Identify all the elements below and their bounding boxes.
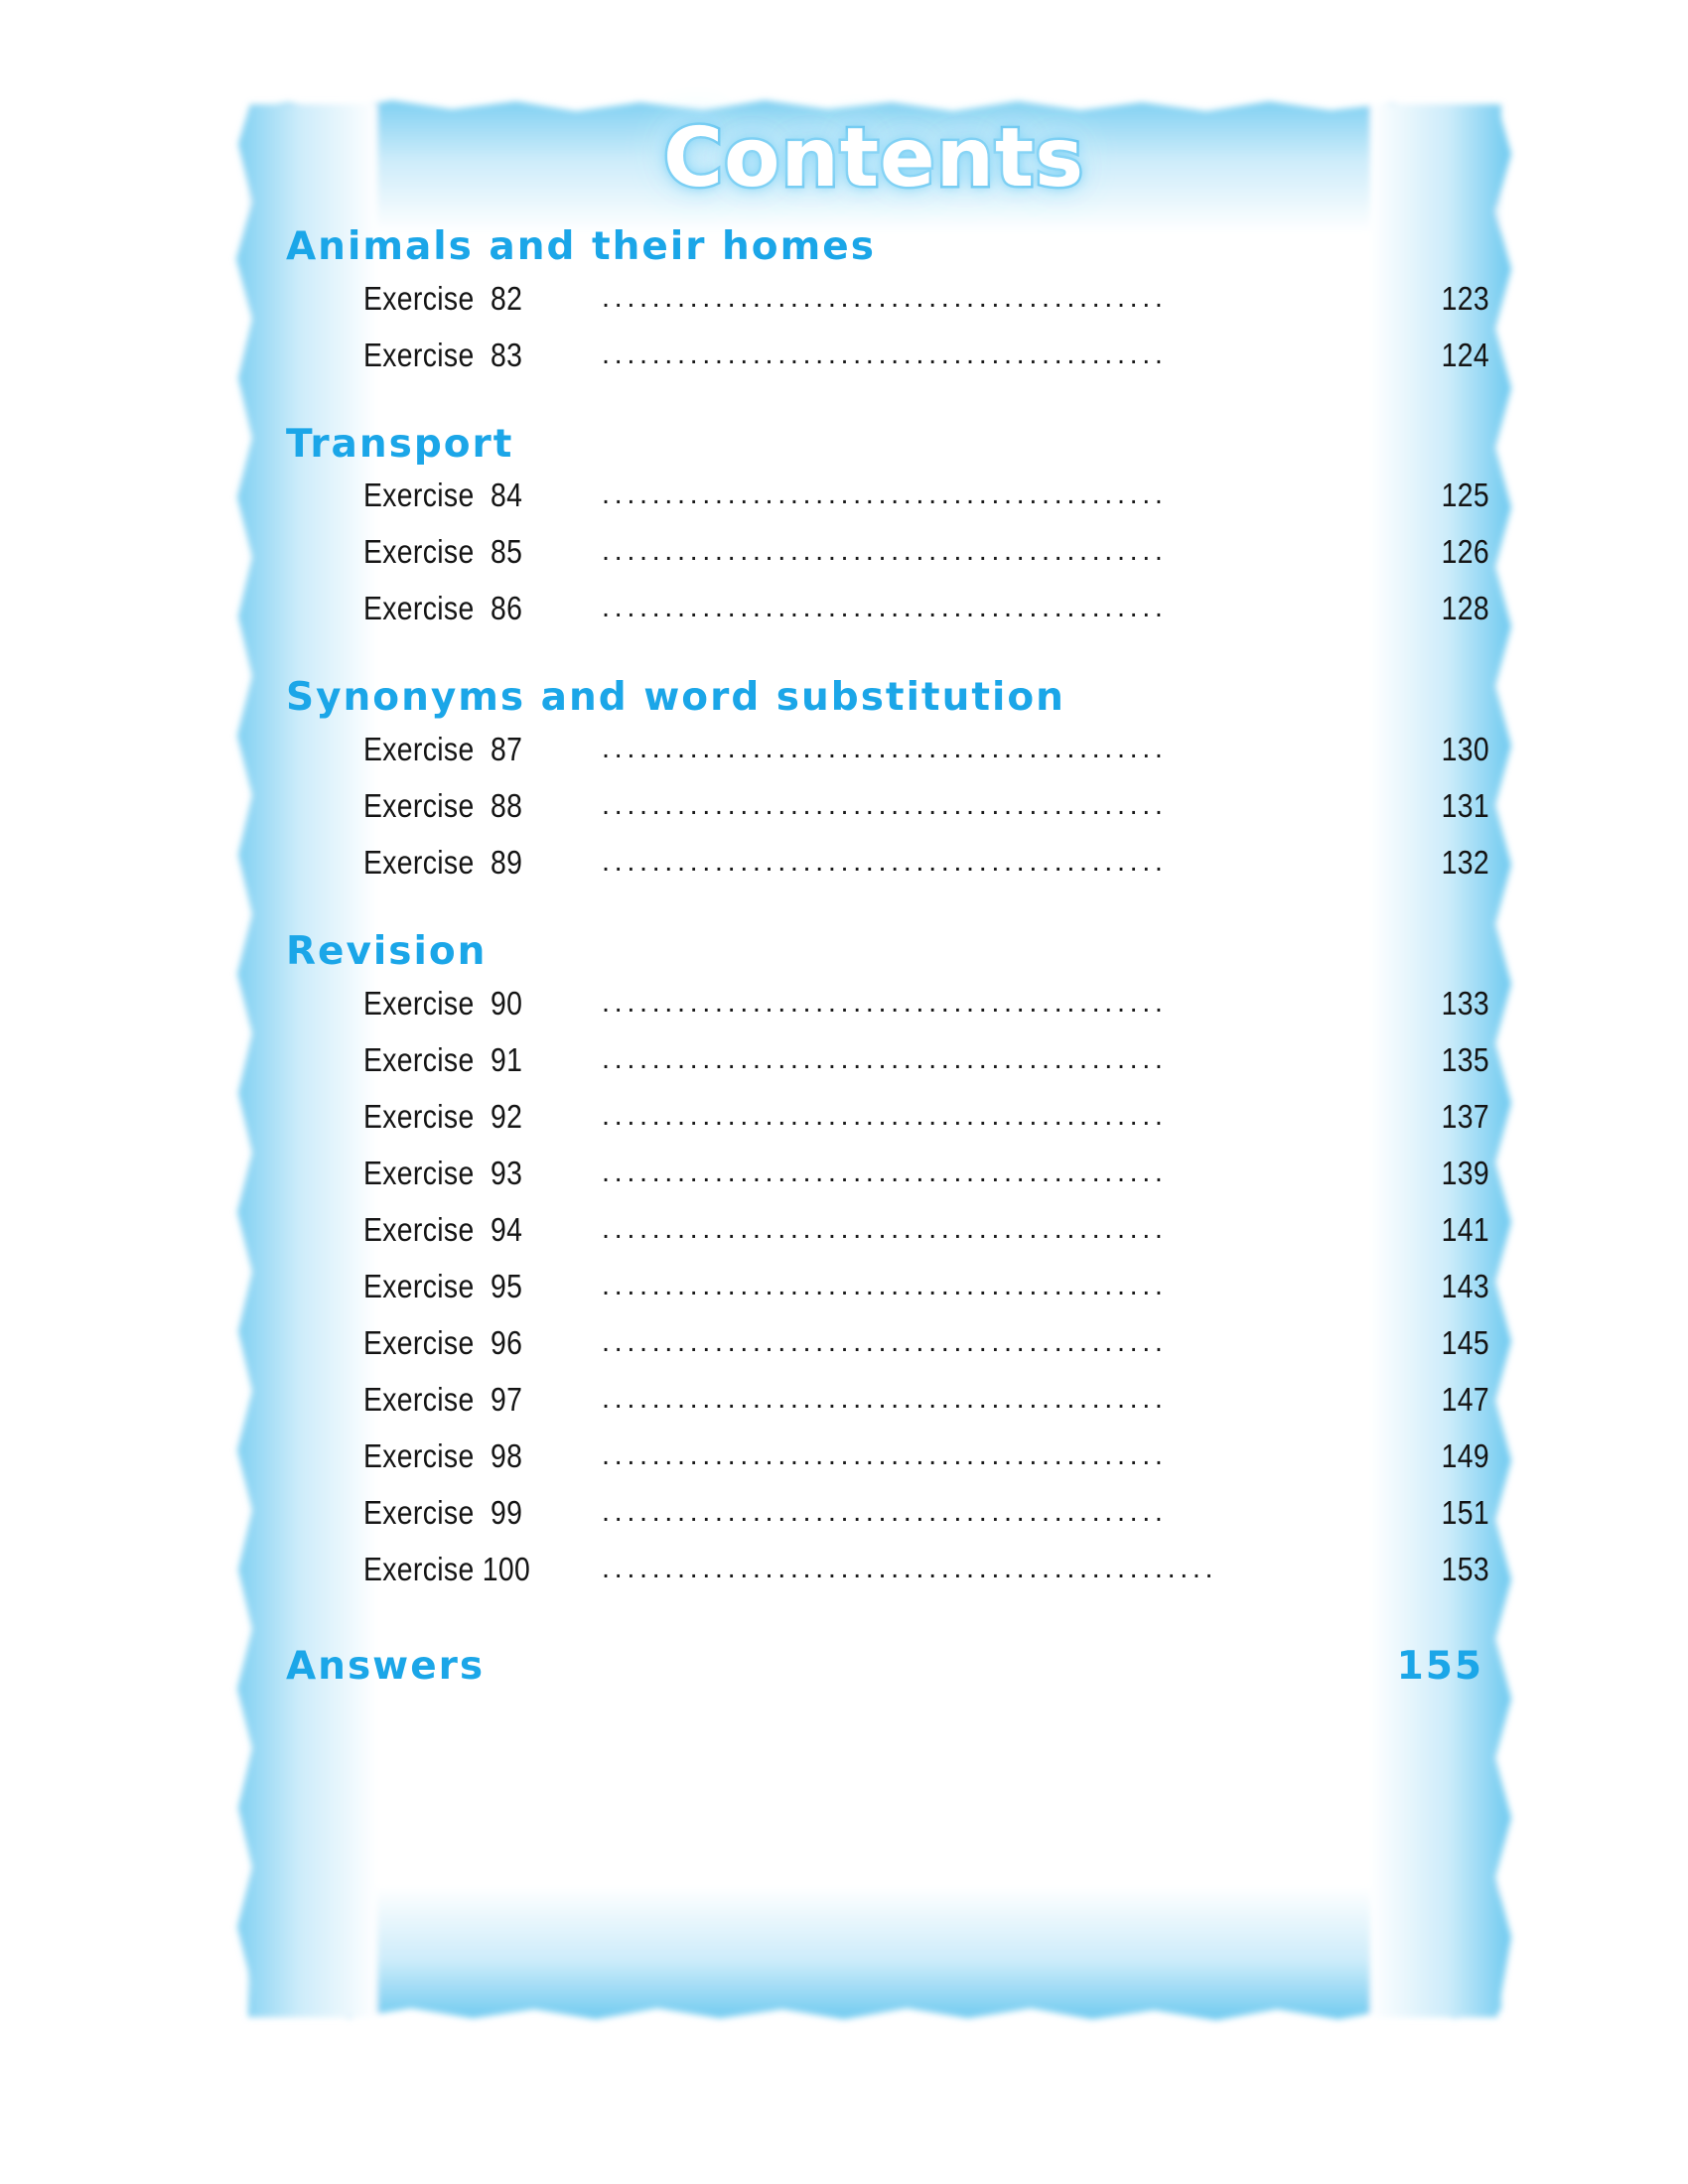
toc-entry-page-number: 128	[1441, 590, 1489, 627]
toc-entry-leader-dots: .............................................	[602, 1212, 1168, 1245]
toc-entry-leader-dots: .............................................	[602, 1156, 1168, 1188]
toc-entry[interactable]	[268, 533, 1489, 590]
section-heading: Transport	[286, 421, 514, 467]
toc-entry[interactable]	[268, 1041, 1489, 1098]
toc-entry-leader-dots: .............................................	[602, 281, 1168, 314]
toc-entry[interactable]	[268, 1494, 1489, 1551]
toc-entry[interactable]	[268, 1381, 1489, 1437]
toc-entry-label: Exercise 94	[363, 1210, 523, 1248]
toc-entry-list	[268, 731, 1489, 900]
toc-entry-leader-dots: .............................................	[602, 1099, 1168, 1132]
toc-entry-page-number: 139	[1441, 1154, 1489, 1191]
toc-entry[interactable]	[268, 1155, 1489, 1211]
toc-entry-page-number: 130	[1441, 730, 1489, 767]
toc-entry-leader-dots: .............................................	[602, 986, 1168, 1019]
toc-entry-leader-dots: .............................................	[602, 1325, 1168, 1358]
toc-entry-list	[268, 477, 1489, 646]
toc-entry-leader-dots: .............................................	[602, 845, 1168, 878]
toc-entry-page-number: 145	[1441, 1323, 1489, 1361]
toc-entry-leader-dots: .............................................	[602, 478, 1168, 511]
toc-entry[interactable]	[268, 1437, 1489, 1494]
toc-entry-page-number: 126	[1441, 533, 1489, 571]
toc-entry-label: Exercise 82	[363, 279, 523, 317]
toc-entry-page-number: 123	[1441, 279, 1489, 317]
toc-entry-leader-dots: .............................................	[602, 1438, 1168, 1471]
page-title: Contents	[662, 111, 1085, 205]
toc-entry[interactable]	[268, 787, 1489, 844]
toc-entry-page-number: 131	[1441, 786, 1489, 824]
toc-entry-leader-dots: .............................................	[602, 732, 1168, 764]
toc-entry[interactable]	[268, 590, 1489, 646]
toc-entry-list	[268, 280, 1489, 393]
toc-entry-page-number: 135	[1441, 1040, 1489, 1078]
toc-entry-label: Exercise 84	[363, 477, 523, 514]
toc-entry[interactable]	[268, 985, 1489, 1041]
toc-entry-label: Exercise 97	[363, 1380, 523, 1418]
answers-page-number: 155	[1396, 1643, 1483, 1689]
toc-entry-label: Exercise 98	[363, 1436, 523, 1474]
toc-entry-label: Exercise 89	[363, 843, 523, 881]
toc-entry-list	[268, 985, 1489, 1607]
toc-section	[268, 221, 1489, 393]
toc-section	[268, 419, 1489, 647]
table-of-contents	[268, 221, 1489, 1693]
toc-entry-page-number: 133	[1441, 984, 1489, 1022]
toc-entry[interactable]	[268, 1324, 1489, 1381]
toc-entry-label: Exercise 92	[363, 1097, 523, 1135]
answers-entry[interactable]	[268, 1641, 1489, 1694]
toc-entry[interactable]	[268, 1551, 1489, 1607]
page-title-block	[248, 111, 1499, 233]
toc-entry-leader-dots: .............................................	[602, 1495, 1168, 1528]
toc-entry[interactable]	[268, 731, 1489, 787]
section-heading: Synonyms and word substitution	[286, 675, 1065, 721]
toc-entry[interactable]	[268, 280, 1489, 337]
toc-entry-page-number: 143	[1441, 1267, 1489, 1304]
toc-entry-leader-dots: .............................................	[602, 592, 1168, 624]
toc-entry-label: Exercise 96	[363, 1323, 523, 1361]
answers-label: Answers	[286, 1643, 486, 1689]
toc-entry[interactable]	[268, 1268, 1489, 1324]
toc-entry-leader-dots: .............................................	[602, 1382, 1168, 1415]
toc-entry-label: Exercise 83	[363, 336, 523, 373]
toc-entry-label: Exercise 87	[363, 730, 523, 767]
toc-entry[interactable]	[268, 1211, 1489, 1268]
toc-entry-label: Exercise 86	[363, 590, 523, 627]
toc-entry[interactable]	[268, 844, 1489, 900]
section-heading: Revision	[286, 928, 488, 974]
toc-entry[interactable]	[268, 337, 1489, 393]
toc-entry-leader-dots: .............................................	[602, 1269, 1168, 1301]
toc-entry-page-number: 125	[1441, 477, 1489, 514]
toc-entry-page-number: 132	[1441, 843, 1489, 881]
toc-entry-label: Exercise 85	[363, 533, 523, 571]
toc-entry-label: Exercise 95	[363, 1267, 523, 1304]
toc-entry-page-number: 137	[1441, 1097, 1489, 1135]
section-heading: Animals and their homes	[286, 224, 876, 269]
contents-page	[248, 104, 1499, 2015]
toc-entry-page-number: 124	[1441, 336, 1489, 373]
toc-entry-label: Exercise 93	[363, 1154, 523, 1191]
toc-entry-label: Exercise 91	[363, 1040, 523, 1078]
toc-entry[interactable]	[268, 477, 1489, 533]
toc-section	[268, 672, 1489, 900]
toc-entry-page-number: 149	[1441, 1436, 1489, 1474]
toc-entry-leader-dots: .............................................	[602, 535, 1168, 568]
toc-entry-label: Exercise 100	[363, 1550, 531, 1587]
toc-entry-label: Exercise 99	[363, 1493, 523, 1531]
toc-entry-page-number: 153	[1441, 1550, 1489, 1587]
toc-entry-label: Exercise 90	[363, 984, 523, 1022]
toc-section	[268, 926, 1489, 1607]
toc-entry-leader-dots: .............................................	[602, 1042, 1168, 1075]
toc-entry-page-number: 147	[1441, 1380, 1489, 1418]
toc-entry-leader-dots: .............................................	[602, 788, 1168, 821]
toc-entry-leader-dots: .................................................	[602, 1552, 1218, 1584]
toc-entry-page-number: 141	[1441, 1210, 1489, 1248]
toc-entry[interactable]	[268, 1098, 1489, 1155]
toc-entry-page-number: 151	[1441, 1493, 1489, 1531]
toc-entry-label: Exercise 88	[363, 786, 523, 824]
toc-entry-leader-dots: .............................................	[602, 338, 1168, 370]
